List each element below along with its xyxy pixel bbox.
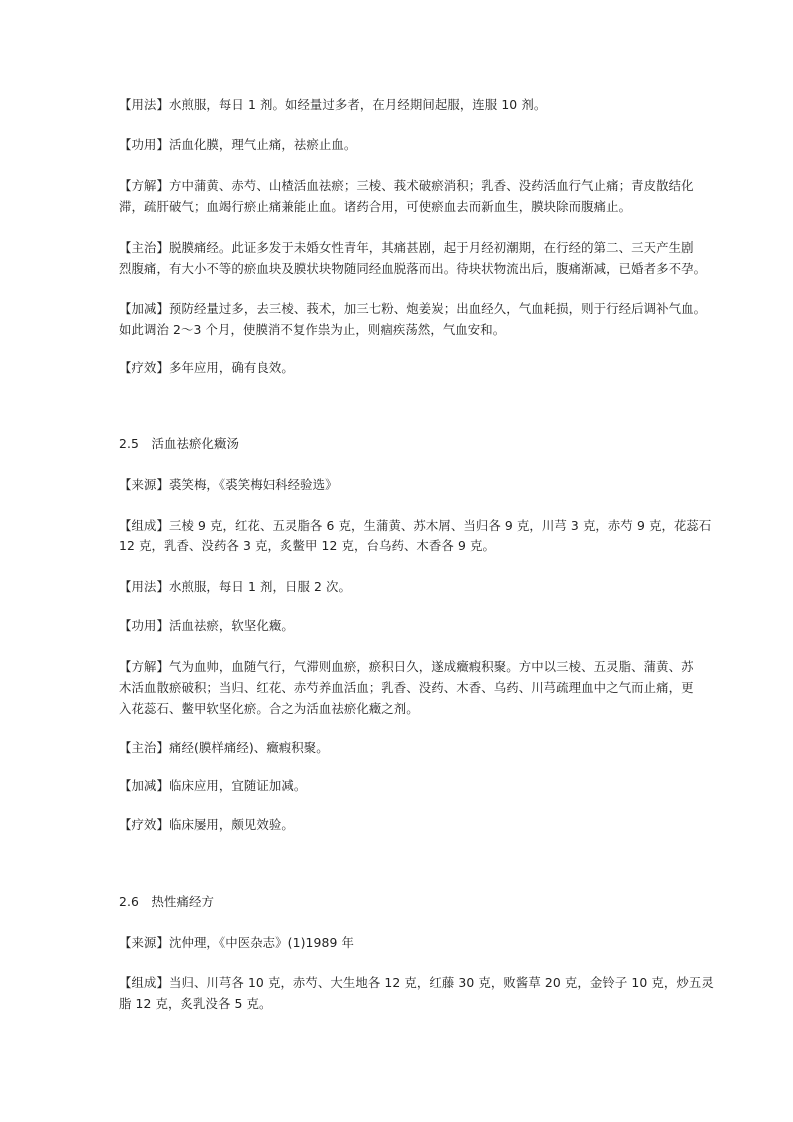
modification-paragraph: 【加减】临床应用，宜随证加减。: [119, 778, 307, 793]
section-heading-2-5: 2.5 活血祛瘀化癥汤: [119, 436, 239, 451]
section-heading-2-6: 2.6 热性痛经方: [119, 894, 214, 909]
modification-paragraph-line-1: 【加减】预防经量过多，去三棱、莪术，加三七粉、炮姜炭；出血经久，气血耗损，则于行经后调补气血。: [119, 301, 707, 316]
composition-paragraph-line-1: 【组成】当归、川芎各 10 克，赤芍、大生地各 12 克，红藤 30 克，败酱草 20 克，金铃子 10 克，炒五灵: [119, 975, 714, 990]
explanation-paragraph-line-3: 入花蕊石、鳖甲软坚化瘀。合之为活血祛瘀化癥之剂。: [119, 701, 419, 716]
indication-paragraph: 【主治】痛经(膜样痛经)、癥瘕积聚。: [119, 740, 329, 755]
explanation-paragraph-line-2: 滞，疏肝破气；血竭行瘀止痛兼能止血。诸药合用，可使瘀血去而新血生，膜块除而腹痛止。: [119, 199, 632, 214]
composition-paragraph-line-2: 12 克，乳香、没药各 3 克，炙鳖甲 12 克，台乌药、木香各 9 克。: [119, 538, 495, 553]
modification-paragraph-line-2: 如此调治 2～3 个月，使膜消不复作祟为止，则痼疾荡然，气血安和。: [119, 322, 506, 337]
efficacy-paragraph: 【疗效】临床屡用，颇见效验。: [119, 817, 294, 832]
usage-paragraph: 【用法】水煎服，每日 1 剂。如经量过多者，在月经期间起服，连服 10 剂。: [119, 97, 547, 112]
indication-paragraph-line-1: 【主治】脱膜痛经。此证多发于未婚女性青年，其痛甚剧，起于月经初潮期，在行经的第二、三天产生剧: [119, 240, 694, 255]
explanation-paragraph-line-1: 【方解】方中蒲黄、赤芍、山楂活血祛瘀；三棱、莪术破瘀消积；乳香、没药活血行气止痛；青皮散结化: [119, 178, 694, 193]
function-paragraph: 【功用】活血祛瘀，软坚化癥。: [119, 618, 294, 633]
explanation-paragraph-line-2: 木活血散瘀破积；当归、红花、赤芍养血活血；乳香、没药、木香、乌药、川芎疏理血中之气而止痛，更: [119, 680, 694, 695]
composition-paragraph-line-1: 【组成】三棱 9 克，红花、五灵脂各 6 克，生蒲黄、苏木屑、当归各 9 克，川芎 3 克，赤芍 9 克，花蕊石: [119, 518, 712, 533]
indication-paragraph-line-2: 烈腹痛，有大小不等的瘀血块及膜状块物随同经血脱落而出。待块状物流出后，腹痛渐减，已婚者多不孕。: [119, 261, 707, 276]
efficacy-paragraph: 【疗效】多年应用，确有良效。: [119, 360, 294, 375]
explanation-paragraph-line-1: 【方解】气为血帅，血随气行，气滞则血瘀，瘀积日久，遂成癥瘕积聚。方中以三棱、五灵脂、蒲黄、苏: [119, 659, 694, 674]
source-paragraph: 【来源】沈仲理，《中医杂志》(1)1989 年: [119, 935, 354, 950]
composition-paragraph-line-2: 脂 12 克，炙乳没各 5 克。: [119, 996, 272, 1011]
function-paragraph: 【功用】活血化膜，理气止痛，祛瘀止血。: [119, 137, 357, 152]
usage-paragraph: 【用法】水煎服，每日 1 剂，日服 2 次。: [119, 579, 351, 594]
source-paragraph: 【来源】裘笑梅，《裘笑梅妇科经验选》: [119, 477, 338, 492]
